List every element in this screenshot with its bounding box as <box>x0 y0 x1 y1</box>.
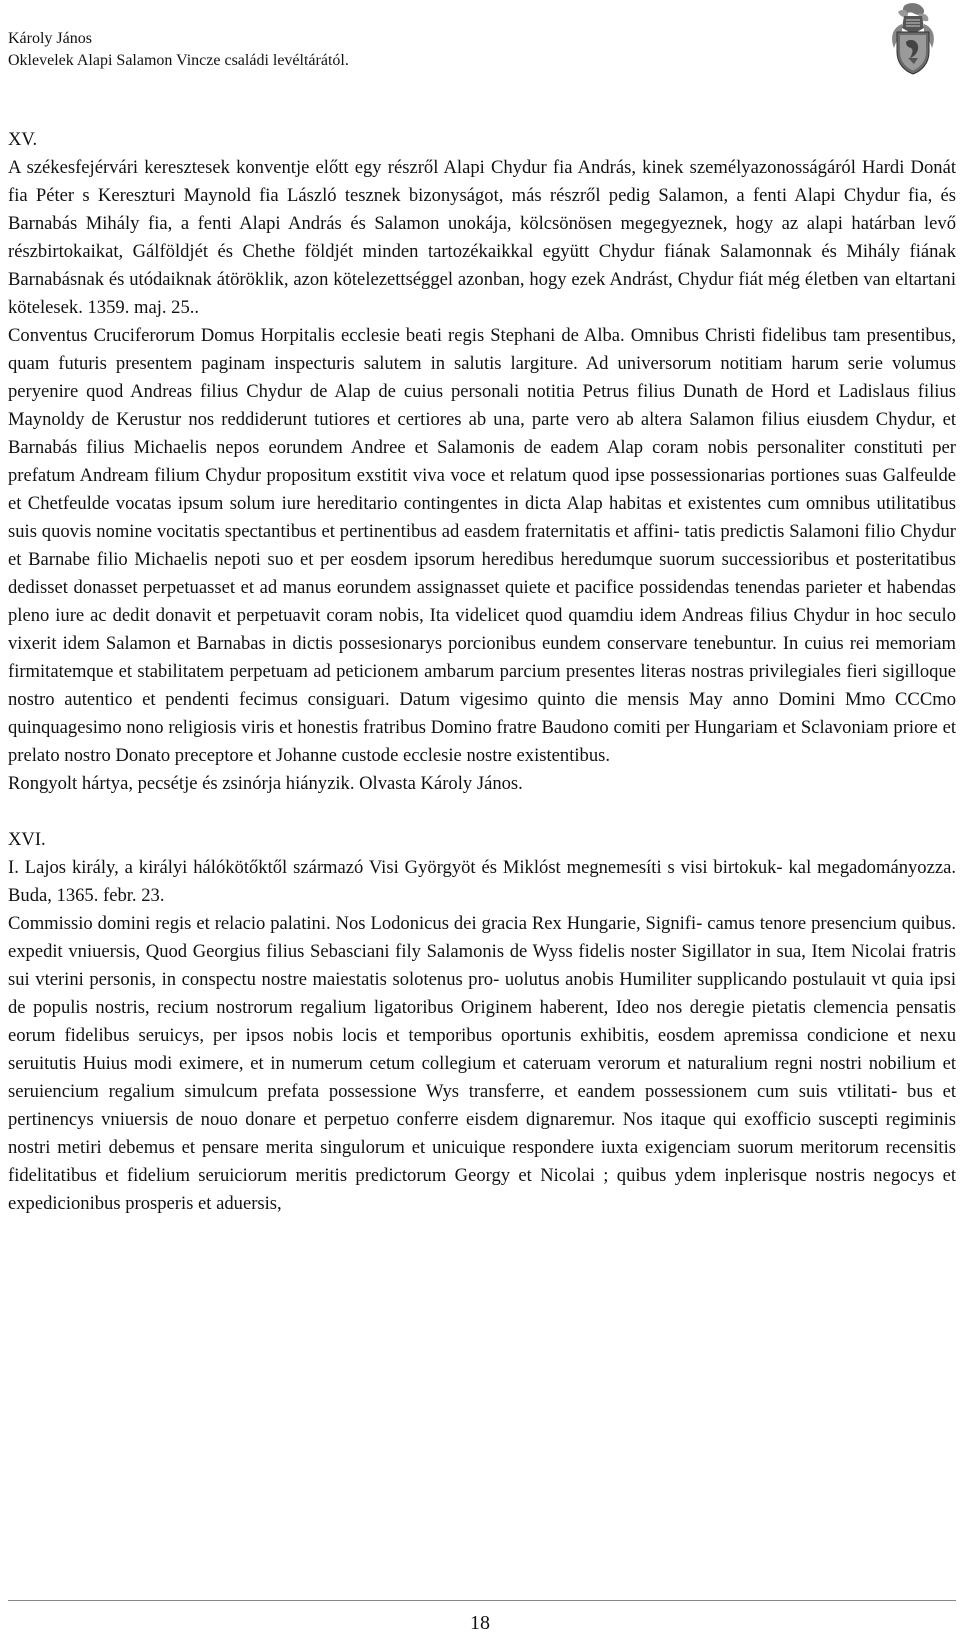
page-header <box>8 28 349 72</box>
section-summary: A székesfejérvári keresztesek konventje előtt egy részről Alapi Chydur fia András, kinek személyazonosságáról Hardi Donát fia Péter s Kereszturi Maynold fia László tesznek bizonyságot, más részről pedig Salamon, a fenti Alapi Chydur fia, és Barnabás Mihály fia, a fenti Alapi András és Salamon unokája, kölcsönösen megegyeznek, hogy az alapi határban levő részbirtokaikat, Gálföldjét és Chethe földjét minden tartozékaikkal együtt Chydur fiának Salamonnak és Mihály fiának Barnabásnak és utódaiknak átöröklik, azon kötelezettséggel azonban, hogy ezek Andrást, Chydur fiát még életben van eltartani kötelesek. 1359. maj. 25.. <box>8 157 956 318</box>
latin-text: Commissio domini regis et relacio palatini. Nos Lodonicus dei gracia Rex Hungarie, Signifi- camus tenore presencium quibus. expedit vniuersis, Quod Georgius filius Sebasciani fily Salamonis de Wyss fidelis noster Sigillator in sua, Item Nicolai fratris sui vterini personis, in conspectu nostre maiestatis solotenus pro- uolutus anobis Humiliter supplicando postulauit vt quia ipsi de populis nostris, recium nostrorum regalium ligatoribus Originem haberent, Ideo nos deregie pietatis clemencia pensatis eorum fidelibus seruicys, per ipsos nobis locis et temporibus oportunis exhibitis, eosdem apremissa condicione et nexu seruitutis Huius modi eximere, et in numerum cetum collegium et cateruam verorum et naturalium regni nostri nobilium et seruiencium regalium simulcum prefata possessione Wys transferre, et eandem possessionem cum suis vtilitati- bus et pertinencys vniuersis de nouo donare et perpetuo conferre eisdem dignaremur. Nos itaque qui exofficio suscepti regiminis nostri metiri debemus et pensare merita singulorum et unicuique respondere iuxta exigenciam suorum meritorum recensitis fidelitatibus et fidelium seruiciorum meritis predictorum Georgy et Nicolai ; quibus ydem inplerisque nostris negocys et expedicionibus prosperis et aduersis, <box>8 913 956 1214</box>
page-number: 18 <box>470 1612 490 1634</box>
latin-text: Conventus Cruciferorum Domus Horpitalis ecclesie beati regis Stephani de Alba. Omnibus Christi fidelibus tam presentibus, quam futuris presentem paginam inspecturis salutem in salutis largiture. Ad universorum notitiam harum serie volumus peryenire quod Andreas filius Chydur de Alap de cuius personali notitia Petrus filius Dunath de Hord et Ladislaus filius Maynoldy de Kerustur nos reddiderunt tutiores et certiores ab una, parte vero ab altera Salamon filius eiusdem Chydur, et Barnabás filius Michaelis nepos eorundem Andree et Salamonis de eadem Alap coram nobis personaliter constituti per prefatum Andream filium Chydur propositum exstitit viva voce et relatum quod ipse possessionarias portiones suas Galfeulde et Chetfeulde vocatas ipsum solum iure hereditario contingentes in dicta Alap habitas et existentes cum omnibus utilitatibus suis quovis nomine vocitatis spectantibus et pertinentibus ad easdem fraternitatis et affini- tatis predictis Salamoni filio Chydur et Barnabe filio Michaelis nepoti suo et per eosdem ipsorum heredibus heredumque suorum successioribus et posteritatibus dedisset donasset perpetuasset et ad manus eorundem assignasset quiete et pacifice possidendas tenendas parieter et habendas pleno iure ac dedit donavit et perpetuavit coram nobis, Ita videlicet quod quamdiu idem Andreas filius Chydur in hoc seculo vixerit idem Salamon et Barnabas in dictis possesionarys porcionibus eundem conservare tenebuntur. In cuius rei memoriam firmitatemque et stabilitatem perpetuam ad peticionem ambarum parcium presentes literas nostras privilegiales fieri sigilloque nostro autentico et pendenti fecimus consiguari. Datum vigesimo quinto die mensis May anno Domini Mmo CCCmo quinquagesimo nono religiosis viris et honestis fratribus Domino fratre Baudono comiti per Hungariam et Sclavoniam priore et prelato nostro Donato preceptore et Johanne custode ecclesie nostre existentibus. <box>8 325 956 766</box>
section-title: XVI. <box>8 829 46 850</box>
header-subtitle: Oklevelek Alapi Salamon Vincze családi levéltárától. <box>8 52 349 69</box>
section-summary: I. Lajos király, a királyi hálókötőktől származó Visi Györgyöt és Miklóst megnemesíti s visi birtokuk- kal megadományozza. Buda, 1365. febr. 23. <box>8 857 956 906</box>
section-title: XV. <box>8 129 38 150</box>
header-author: Károly János <box>8 30 92 47</box>
document-body <box>8 126 956 1218</box>
coat-of-arms-icon <box>884 2 942 76</box>
archival-note: Rongyolt hártya, pecsétje és zsinórja hiányzik. Olvasta Károly János. <box>8 773 523 794</box>
section-gap <box>8 798 956 826</box>
footer-divider <box>8 1600 956 1601</box>
